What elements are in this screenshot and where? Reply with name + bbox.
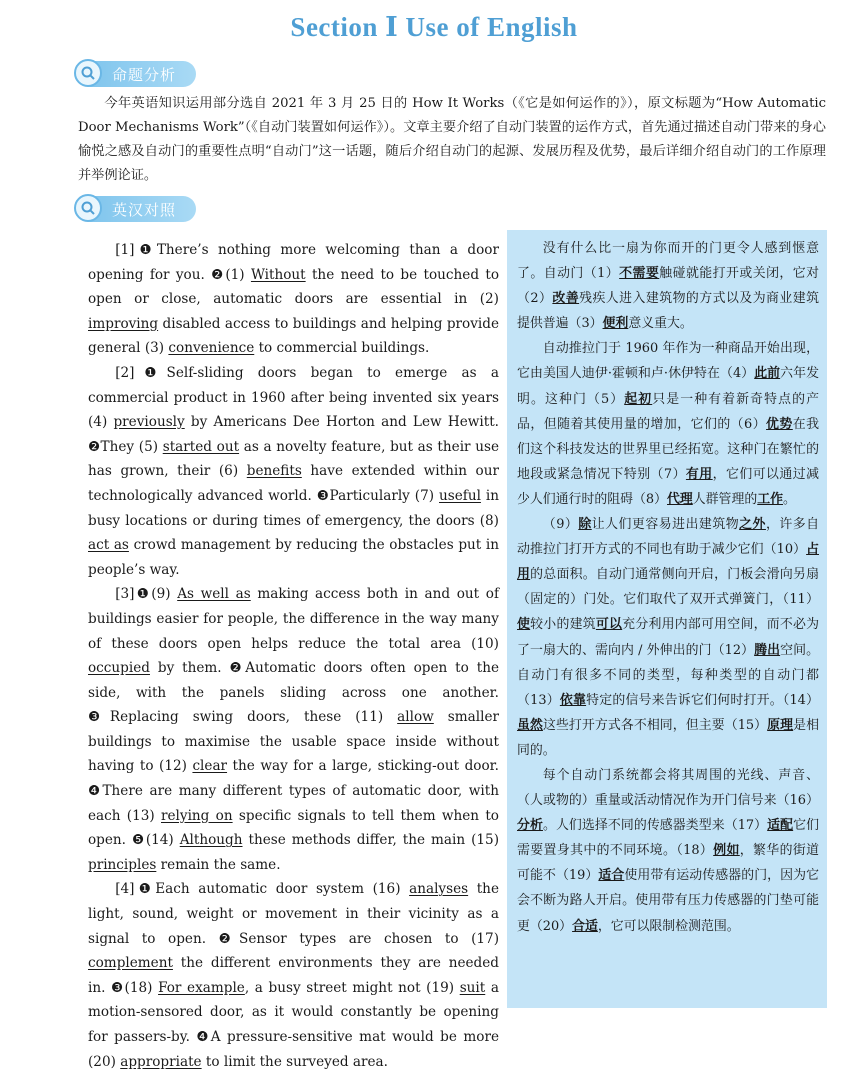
chinese-answer: 分析	[517, 818, 543, 834]
chinese-answer: 合适	[572, 918, 598, 934]
english-text: crowd management by reducing the obstacles put in people’s way.	[88, 537, 499, 578]
english-answer: previously	[113, 414, 185, 431]
english-text: [3]❶(9)	[115, 586, 178, 603]
english-paragraph-2	[88, 361, 499, 582]
english-answer: suit	[459, 979, 486, 996]
english-answer: act as	[88, 537, 129, 554]
english-text: the different environments they are needed in. ❸(18)	[88, 955, 499, 996]
chinese-text: 六年发明。这种门（5）	[517, 366, 819, 407]
english-text: disabled access to buildings and helping provide general (3)	[88, 315, 499, 357]
english-text: by Americans Dee Horton and Lew Hewitt. ❷They (5)	[88, 414, 499, 455]
chinese-answer: 起初	[624, 391, 653, 407]
chinese-translation	[507, 230, 827, 1008]
chinese-text: 人群管理的	[692, 491, 758, 507]
chinese-text: 每个自动门系统都会将其周围的光线、声音、（人或物的）重量或活动情况作为开门信号来（16）	[517, 767, 819, 809]
chinese-answer: 可以	[595, 617, 623, 633]
english-text: to commercial buildings.	[254, 340, 430, 357]
chinese-text: 没有什么比一扇为你而开的门更令人感到惬意了。自动门（1）	[517, 241, 819, 282]
english-paragraph-3	[88, 582, 499, 877]
chinese-text: 让人们更容易进出建筑物	[591, 517, 740, 533]
english-answer: useful	[439, 487, 481, 504]
english-text: specific signals to tell them when to open. ❺(14)	[88, 807, 499, 849]
english-text: remain the same.	[156, 856, 281, 873]
english-text: these methods differ, the main (15)	[242, 832, 499, 849]
chinese-answer: 除	[578, 517, 592, 533]
english-answer: Without	[250, 266, 306, 283]
chinese-answer: 改善	[552, 291, 580, 307]
chinese-text: （9）	[542, 517, 579, 533]
english-answer: appropriate	[120, 1053, 202, 1070]
english-answer: As well as	[177, 586, 251, 603]
chinese-text: ，它们可以通过减少人们通行时的阻碍（8）	[517, 466, 820, 507]
english-paragraph-1	[88, 238, 499, 361]
chinese-answer: 适配	[767, 818, 794, 834]
chinese-answer: 依靠	[559, 692, 587, 708]
chinese-answer: 之外	[739, 517, 766, 533]
english-answer: Although	[179, 832, 243, 849]
chinese-answer: 便利	[602, 316, 629, 332]
chinese-answer: 原理	[767, 717, 794, 733]
english-text: making access both in and out of buildings easier for people, the difference in the way many of these doors open helps reduce the total area (10)	[88, 586, 499, 652]
english-text: [1]❶There’s nothing more welcoming than a door opening for you. ❷(1)	[88, 242, 499, 283]
chinese-text: 。	[783, 491, 796, 507]
english-answer: complement	[88, 955, 173, 972]
chinese-paragraph-3	[517, 512, 819, 763]
english-text: the way for a large, sticking-out door. ❹There are many different types of automatic door, with each (13)	[88, 758, 499, 824]
chinese-paragraph-4	[517, 763, 819, 939]
chinese-text: 的总面积。自动门通常侧向开启，门板会滑向另扇（固定的）门处。它们取代了双开式弹簧门，（11）	[517, 567, 820, 608]
english-answer: clear	[192, 758, 228, 775]
badge-analysis-label: 命题分析	[112, 66, 177, 84]
english-answer: improving	[88, 315, 159, 332]
chinese-text: ，它可以限制检测范围。	[597, 918, 740, 934]
intro-paragraph: 今年英语知识运用部分选自 2021 年 3 月 25 日的 How It Works（《它是如何运作的》），原文标题为“How Automatic Door Mechanisms Work”（《自动门装置如何运作》）。文章主要介绍了自动门装置的运作方式，首先通过描述自动门带来的身心愉悦之感及自动门的重要性点明“自动门”这一话题，随后介绍自动门的起源、发展历程及优势，最后详细介绍自动门的工作原理并举例论证。	[78, 96, 826, 183]
section-title: Section Ⅰ Use of English	[290, 12, 578, 42]
chinese-answer: 腾出	[754, 642, 781, 658]
english-answer: relying on	[161, 807, 233, 824]
english-answer: For example	[158, 979, 245, 996]
chinese-paragraph-2	[517, 336, 819, 512]
english-text: [4]❶Each automatic door system (16)	[115, 881, 410, 898]
english-paragraph-4	[88, 877, 499, 1074]
chinese-text: 特定的信号来告诉它们何时打开。（14）	[586, 692, 820, 708]
chinese-text: ，许多自动推拉门打开方式的不同也有助于减少它们（10）	[517, 517, 820, 558]
chinese-text: 只是一种有着新奇特点的产品，但随着其使用量的增加，它们的（6）	[517, 391, 820, 432]
chinese-text: 空间。自动门有很多不同的类型，每种类型的自动门都（13）	[517, 642, 820, 708]
badge-analysis	[78, 61, 196, 87]
english-text: , a busy street might not (19)	[244, 979, 460, 996]
chinese-text: 。人们选择不同的传感器类型来（17）	[542, 818, 768, 834]
english-text: to limit the surveyed area.	[201, 1053, 388, 1070]
chinese-text: 它们需要置身其中的不同环境。（18）	[517, 818, 820, 859]
chinese-text: 触碰就能打开或关闭，它对（2）	[517, 266, 820, 307]
chinese-text: 是相同的。	[517, 717, 820, 758]
english-text: a motion-sensored door, as it would constantly be opening for passers-by. ❹A pressure-sensitive mat would be more (20)	[88, 979, 499, 1070]
chinese-text: 充分利用内部可用空间，而不必为了一扇大的、需向内 / 外伸出的门（12）	[517, 617, 820, 658]
chinese-answer: 虽然	[517, 717, 543, 733]
english-passage	[88, 238, 499, 1074]
english-text: [2]❶Self-sliding doors began to emerge as a commercial product in 1960 after being invented six years (4)	[88, 364, 499, 431]
chinese-answer: 不需要	[619, 266, 660, 282]
english-answer: convenience	[168, 340, 255, 357]
english-answer: started out	[162, 438, 240, 455]
english-text: by them. ❷Automatic doors often open to the side, with the panels sliding across one another. ❸Replacing swing doors, these (11)	[88, 660, 499, 726]
chinese-answer: 适合	[598, 868, 625, 884]
english-answer: occupied	[88, 660, 150, 677]
chinese-answer: 代理	[667, 491, 693, 507]
chinese-text: 在我们这个科技发达的世界里已经拓宽。这种门在繁忙的地段或紧急情况下特别（7）	[517, 416, 820, 482]
english-answer: allow	[397, 709, 434, 726]
english-text: smaller buildings to maximise the usable space inside without having to (12)	[88, 709, 500, 775]
chinese-text: 自动推拉门于 1960 年作为一种商品开始出现，它由美国人迪伊·霍顿和卢·休伊特在（4）	[517, 341, 819, 382]
magnifier-icon	[74, 194, 102, 222]
chinese-answer: 此前	[754, 366, 781, 382]
chinese-text: 使用带有运动传感器的门，因为它会不断为路人开启。使用带有压力传感器的门垫可能更（20）	[517, 868, 820, 934]
magnifier-icon	[74, 59, 102, 87]
english-text: have extended within our technologically advanced world. ❸Particularly (7)	[88, 463, 499, 504]
english-answer: benefits	[246, 463, 302, 480]
chinese-text: 较小的建筑	[530, 617, 596, 633]
english-text: the light, sound, weight or movement in their vicinity as a signal to open. ❷Sensor types are chosen to (17)	[88, 881, 499, 947]
chinese-text: 残疾人进入建筑物的方式以及为商业建筑提供普遍（3）	[517, 291, 820, 332]
chinese-answer: 使	[517, 617, 531, 633]
chinese-answer: 优势	[766, 416, 793, 432]
english-text: in busy locations or during times of emergency, the doors (8)	[88, 487, 499, 529]
english-answer: analyses	[409, 881, 469, 898]
english-answer: principles	[88, 856, 157, 873]
badge-bilingual-label: 英汉对照	[112, 201, 177, 219]
badge-bilingual	[78, 196, 196, 222]
chinese-answer: 例如	[713, 843, 740, 859]
chinese-text: 这些打开方式各不相同，但主要（15）	[542, 717, 768, 733]
chinese-answer: 有用	[685, 466, 713, 482]
chinese-text: 意义重大。	[628, 316, 693, 332]
chinese-answer: 工作	[757, 491, 784, 507]
english-text: the need to be touched to open or close, automatic doors are essential in (2)	[88, 266, 500, 308]
chinese-answer: 占用	[517, 542, 819, 583]
chinese-paragraph-1	[517, 236, 819, 336]
chinese-text: ，繁华的街道可能不（19）	[517, 843, 820, 884]
english-text: as a novelty feature, but as their use has grown, their (6)	[88, 438, 499, 480]
